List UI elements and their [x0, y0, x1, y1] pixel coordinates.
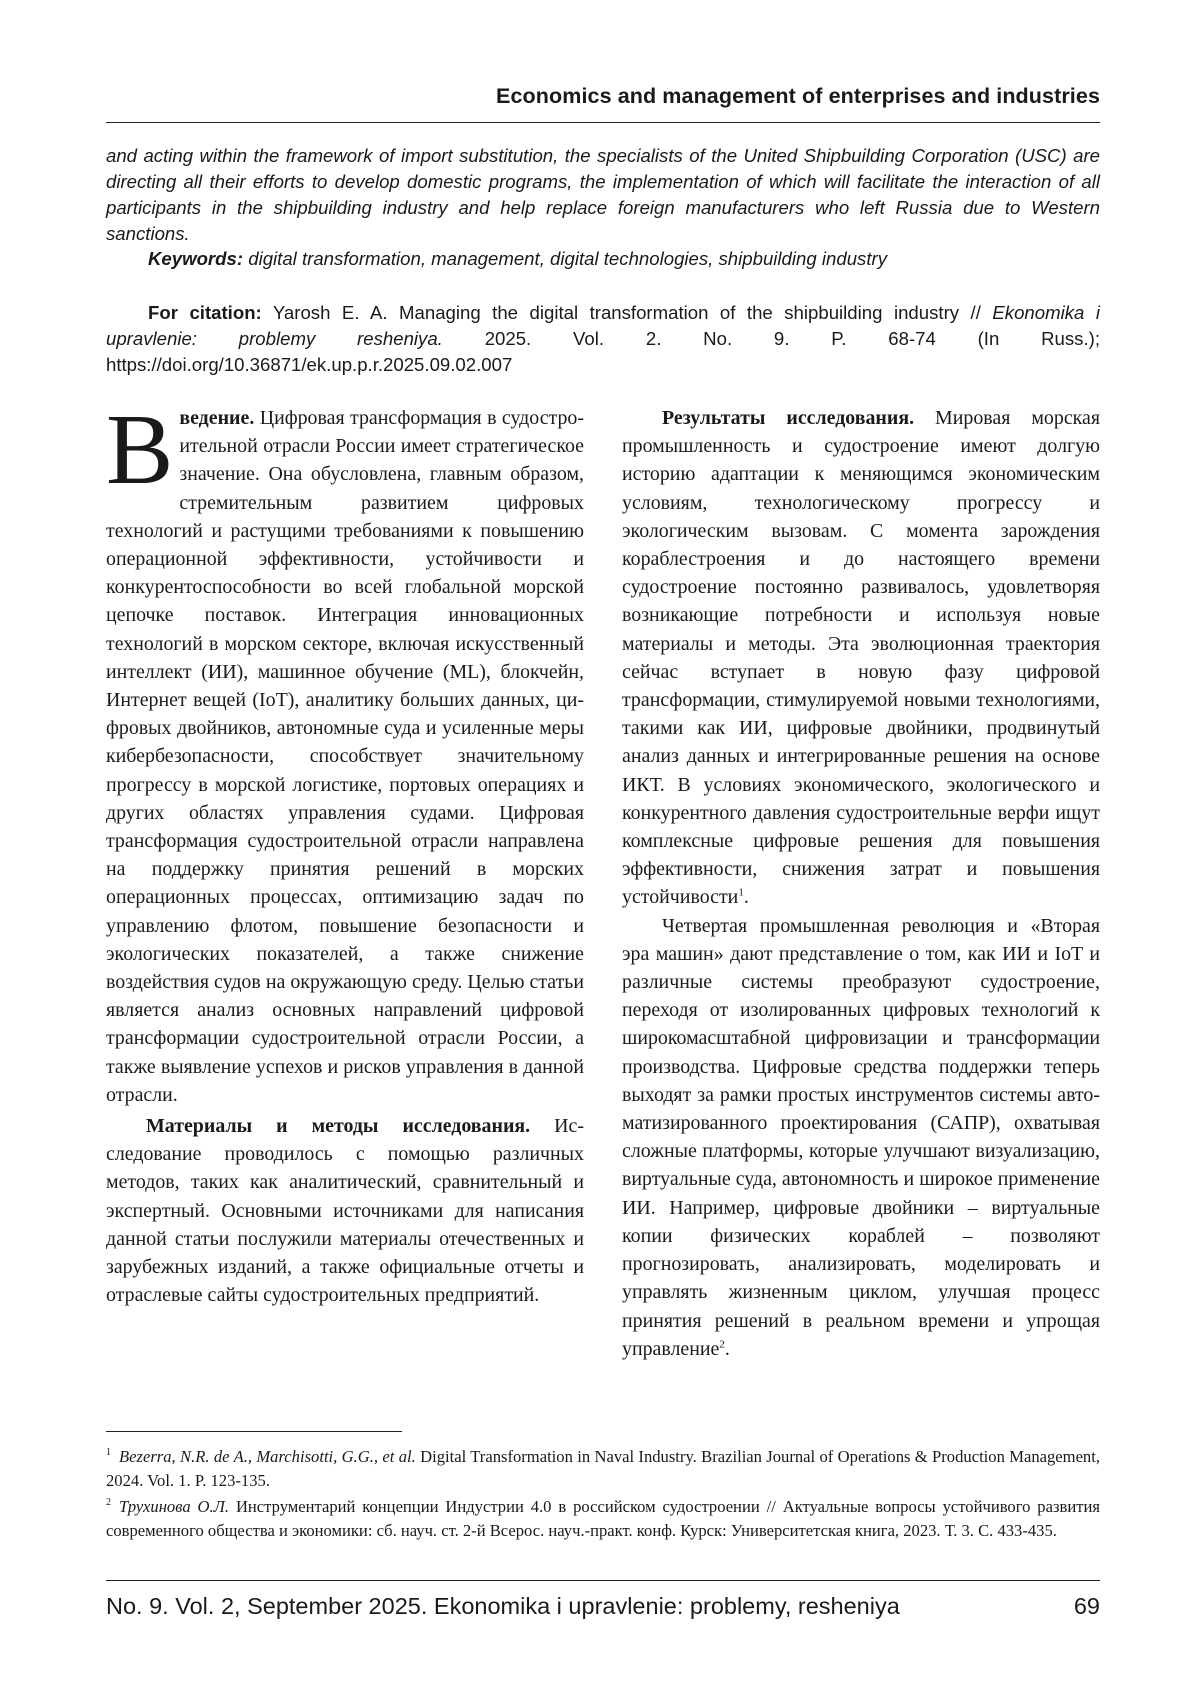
footnote-ref-2[interactable]: 2: [719, 1338, 725, 1351]
citation-label: For citation:: [148, 302, 262, 323]
methods-paragraph: [106, 1112, 584, 1309]
results-text: Мировая морская промышленность и судостроение имеют долгую историю адаптации к меняющимся экономическим условиям, технологическому прогрессу и экологическим вызовам. С момента зарождения кораблестроения и до настоящего времени судостроение постоянно развивалось, удовлетворяя возникающие потребности и используя новые материалы и методы. Эта эволюционная траектория сейчас вступает в новую фазу цифровой трансформации, стимулируемой новыми технологиями, такими как ИИ, цифровые двойники, продвинутый анализ данных и интегрированные решения на основе ИКТ. В условиях экономического, экологического и конкурентного давления судостроительные верфи ищут комплексные цифровые решения для повышения эффективности, снижения затрат и повышения устойчивости: [622, 407, 1100, 909]
footnote-ref-1[interactable]: 1: [738, 886, 744, 899]
intro-heading: ведение.: [179, 407, 255, 429]
fourth-revolution-text: Четвертая промышленная революция и «Вторая эра машин» дают представление о том, как ИИ и IoT и различные системы преобразуют судостроение, переходя от изолированных цифровых технологий к широкомасштабной цифровизации и трансформации производства. Цифровые средства поддержки теперь выходят за рамки простых инструментов системы автоматизированного проектирования (САПР), охватывая сложные платформы, которые улучшают визуализацию, виртуальные суда, автономность и широкое применение ИИ. Например, цифровые двойники – виртуальные копии физических кораблей – позволяют прогнозировать, анализировать, моделировать и управлять жизненным циклом, улучшая процесс принятия решений в реальном времени и упрощая управление: [622, 914, 1100, 1360]
citation-journal: Ekonomika i upravlenie: problemy resheniya.: [106, 302, 1100, 349]
footnote-authors: Трухинова О.Л.: [119, 1497, 230, 1516]
running-head: Economics and management of enterprises and industries: [496, 84, 1100, 108]
footnote-number: 1: [106, 1447, 111, 1459]
results-paragraph: Результаты исследования. Мировая морская промышленность и судостроение имеют долгую историю адаптации к меняющимся экономическим условиям, технологическому прогрессу и экологическим вызовам. С момента зарождения кораблестроения и до настоящего времени судостроение постоянно развивалось, удовлетворяя возникающие потребности и используя новые материалы и методы. Эта эволюционная траектория сейчас вступает в новую фазу цифровой трансформации, стимулируемой новыми технологиями, такими как ИИ, цифровые двойники, продвинутый анализ данных и интегрированные решения на основе ИКТ. В условиях экономического, экологического и конкурентного давления судостроительные верфи ищут комплексные цифровые решения для повышения эффективности, снижения затрат и повышения устойчивости$^1$.: [622, 407, 1100, 909]
footnote-2: [106, 1495, 1100, 1543]
methods-text: Исследование проводилось с помощью различных методов, таких как аналитический, сравнительный и экспертный. Основными источниками для написания данной статьи послужили материалы отечественных и зарубежных изданий, а также официальные отчеты и отраслевые сайты судостроительных предприятий.: [106, 1115, 584, 1307]
citation-text-before: Yarosh E. A. Managing the digital transformation of the shipbuilding industry //: [272, 302, 981, 323]
citation-text-after: 2025. Vol. 2. No. 9. P. 68-74 (In Russ.); https://doi.org/10.36871/ek.up.p.r.2025.09.02.007: [106, 328, 1100, 375]
keywords-list: digital transformation, management, digital technologies, shipbuilding industry: [248, 248, 887, 269]
footnote-rule: [106, 1431, 402, 1432]
intro-text: Цифровая трансформация в судостроительной отрасли России имеет стратегическое значение. Она обусловлена, главным образом, стремительным развитием цифровых технологий и растущими требованиями к повышению операционной эффективности, устойчивости и конкурентоспособности во всей глобальной морской цепочке поставок. Интеграция инновационных технологий в морском секторе, включая искусственный интеллект (ИИ), машинное обучение (ML), блокчейн, Интернет вещей (IoT), аналитику больших данных, цифровых двойников, автономные суда и усиленные меры кибербезопасности, способствует значительному прогрессу в морской логистике, портовых операциях и других областях управления судами. Цифровая трансформация судостроительной отрасли направлена на поддержку принятия решений в морских операционных процессах, оптимизацию задач по управлению флотом, повышение безопасности и экологических показателей, а также снижение воздействия судов на окружающую среду. Целью статьи является анализ основных направлений цифровой трансформации судостроительной отрасли России, а также выявление успехов и рисков управления в данной отрасли.: [106, 407, 584, 1106]
drop-cap: В: [106, 393, 174, 505]
methods-heading: Материалы и методы исследования.: [146, 1115, 531, 1138]
footnotes: [106, 1445, 1100, 1545]
page-number: 69: [1073, 1593, 1100, 1619]
footer-issue: No. 9. Vol. 2, September 2025. Ekonomika i upravlenie: problemy, resheniya: [106, 1593, 900, 1619]
header-rule: [106, 122, 1100, 123]
footnote-1: [106, 1445, 1100, 1493]
keywords: [106, 246, 1100, 272]
right-column: [622, 404, 1100, 1363]
abstract-text: and acting within the framework of import substitution, the specialists of the United Shipbuilding Corporation (USC) are directing all their efforts to develop domestic programs, the implementation of which will facilitate the interaction of all participants in the shipbuilding industry and help replace foreign manufacturers who left Russia due to Western sanctions.: [106, 145, 1100, 244]
footer-rule: [106, 1580, 1100, 1581]
results-heading: Результаты исследования.: [662, 407, 915, 429]
citation: [106, 300, 1100, 378]
footnote-text: Инструментарий концепции Индустрии 4.0 в российском судостроении // Актуальные вопросы устойчивого развития современного общества и экономики: сб. науч. ст. 2-й Всерос. науч.-практ. конф. Курск: Университетская книга, 2023. Т. 3. С. 433-435.: [106, 1497, 1100, 1540]
left-column: [106, 393, 584, 1310]
footnote-number: 2: [106, 1497, 111, 1509]
footnote-authors: Bezerra, N.R. de A., Marchisotti, G.G., et al.: [119, 1447, 416, 1466]
intro-paragraph: [106, 393, 584, 1109]
keywords-label: Keywords:: [148, 248, 244, 269]
footnote-text: Digital Transformation in Naval Industry. Brazilian Journal of Operations & Production Management, 2024. Vol. 1. P. 123-135.: [106, 1447, 1100, 1490]
fourth-revolution-paragraph: Четвертая промышленная революция и «Вторая эра машин» дают представление о том, как ИИ и IoT и различные системы преобразуют судостроение, переходя от изолированных цифровых технологий к широкомасштабной цифровизации и трансформации производства. Цифровые средства поддержки теперь выходят за рамки простых инструментов системы автоматизированного проектирования (САПР), охватывая сложные платформы, которые улучшают визуализацию, виртуальные суда, автономность и широкое применение ИИ. Например, цифровые двойники – виртуальные копии физических кораблей – позволяют прогнозировать, анализировать, моделировать и управлять жизненным циклом, улучшая процесс принятия решений в реальном времени и упрощая управление$^2$.: [622, 914, 1100, 1360]
